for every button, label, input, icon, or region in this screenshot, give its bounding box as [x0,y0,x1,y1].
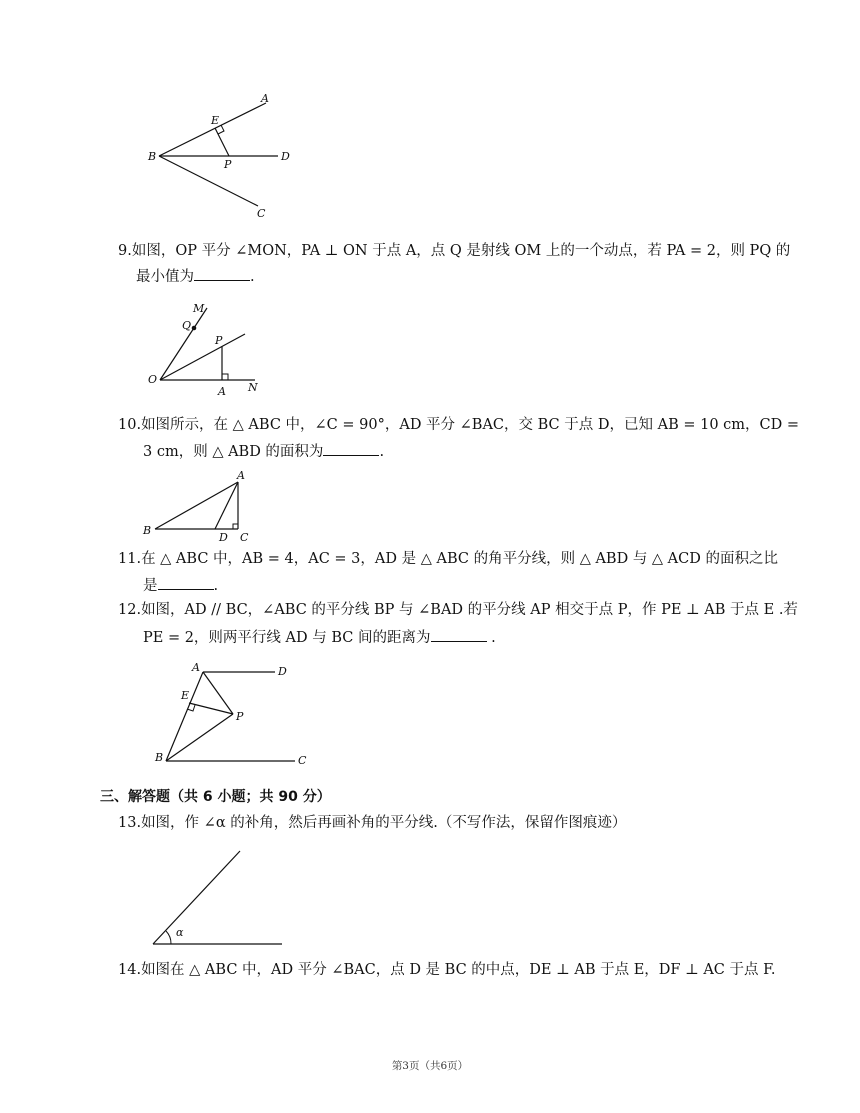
figure-q8 [140,90,310,225]
q9-number: 9. [118,243,132,259]
label-p: P [224,158,232,171]
q12-text: 如图，AD // BC，∠ABC 的平分线 BP 与 ∠BAD 的平分线 AP 相交于点 P，作 PE ⊥ AB 于点 E .若 [141,602,798,618]
label-m: M [193,302,205,315]
figure-q10 [140,470,260,545]
label-n: N [248,381,258,394]
q12-line2 [143,627,496,648]
q11-line2-post: . [213,578,219,594]
q10-line2 [143,441,384,462]
label-p: P [236,710,244,723]
q12-line1 [118,600,798,620]
q9-line2-pre: 最小值为 [136,269,194,285]
q13-line1 [118,813,626,833]
label-p: P [215,334,223,347]
q9-line1 [118,241,790,261]
page-footer: 第3页（共6页） [391,1060,469,1072]
figure-q12-svg [150,660,320,770]
q14-number: 14. [118,962,142,978]
q12-line2-post: . [486,630,496,646]
label-c: C [257,207,266,220]
q10-line2-post: . [379,444,385,460]
label-o: O [148,373,158,386]
label-c: C [298,754,307,767]
label-a: A [237,469,245,482]
label-a: A [192,661,200,674]
label-e: E [211,114,220,127]
answer-blank[interactable] [323,441,379,456]
figure-q12 [150,660,320,770]
q9-text: 如图，OP 平分 ∠MON，PA ⊥ ON 于点 A，点 Q 是射线 OM 上的一个动点，若 PA = 2，则 PQ 的 [131,243,791,259]
label-alpha: α [176,926,184,939]
label-a: A [218,385,226,398]
answer-blank[interactable] [194,266,250,281]
q11-number: 11. [118,551,142,567]
label-d: D [278,665,287,678]
label-d: D [281,150,290,163]
figure-q9 [145,300,270,400]
q14-line1 [118,960,776,980]
label-d: D [219,531,228,544]
q11-text: 在 △ ABC 中，AB = 4，AC = 3，AD 是 △ ABC 的角平分线，则 △ ABD 与 △ ACD 的面积之比 [141,551,778,567]
section-heading: 三、解答题（共 6 小题；共 90 分） [100,789,331,805]
q11-line2 [143,575,218,596]
answer-blank[interactable] [431,627,487,642]
figure-q13 [140,845,300,955]
q14-text: 如图在 △ ABC 中，AD 平分 ∠BAC，点 D 是 BC 的中点，DE ⊥ AB 于点 E，DF ⊥ AC 于点 F. [141,962,776,978]
q10-line2-pre: 3 cm，则 △ ABD 的面积为 [143,444,324,460]
q10-line1 [118,415,799,435]
label-c: C [240,531,249,544]
label-b: B [143,524,152,537]
label-a: A [261,92,269,105]
label-b: B [148,150,157,163]
q12-number: 12. [118,602,142,618]
figure-q8-svg [140,90,310,225]
answer-blank[interactable] [158,575,214,590]
figure-q10-svg [140,470,260,545]
q13-text: 如图，作 ∠α 的补角，然后再画补角的平分线.（不写作法，保留作图痕迹） [141,815,627,831]
figure-q13-svg [140,845,300,955]
q10-number: 10. [118,417,142,433]
label-q: Q [182,319,192,332]
q9-line2-post: . [250,269,255,285]
q11-line2-pre: 是 [143,578,158,594]
q9-line2 [136,266,255,287]
q10-text: 如图所示，在 △ ABC 中，∠C = 90°，AD 平分 ∠BAC，交 BC 于点 D，已知 AB = 10 cm，CD = [141,417,800,433]
label-e: E [181,689,190,702]
label-b: B [155,751,164,764]
q12-line2-pre: PE = 2，则两平行线 AD 与 BC 间的距离为 [143,630,431,646]
q11-line1 [118,549,778,569]
figure-q9-svg [145,300,270,400]
q13-number: 13. [118,815,142,831]
